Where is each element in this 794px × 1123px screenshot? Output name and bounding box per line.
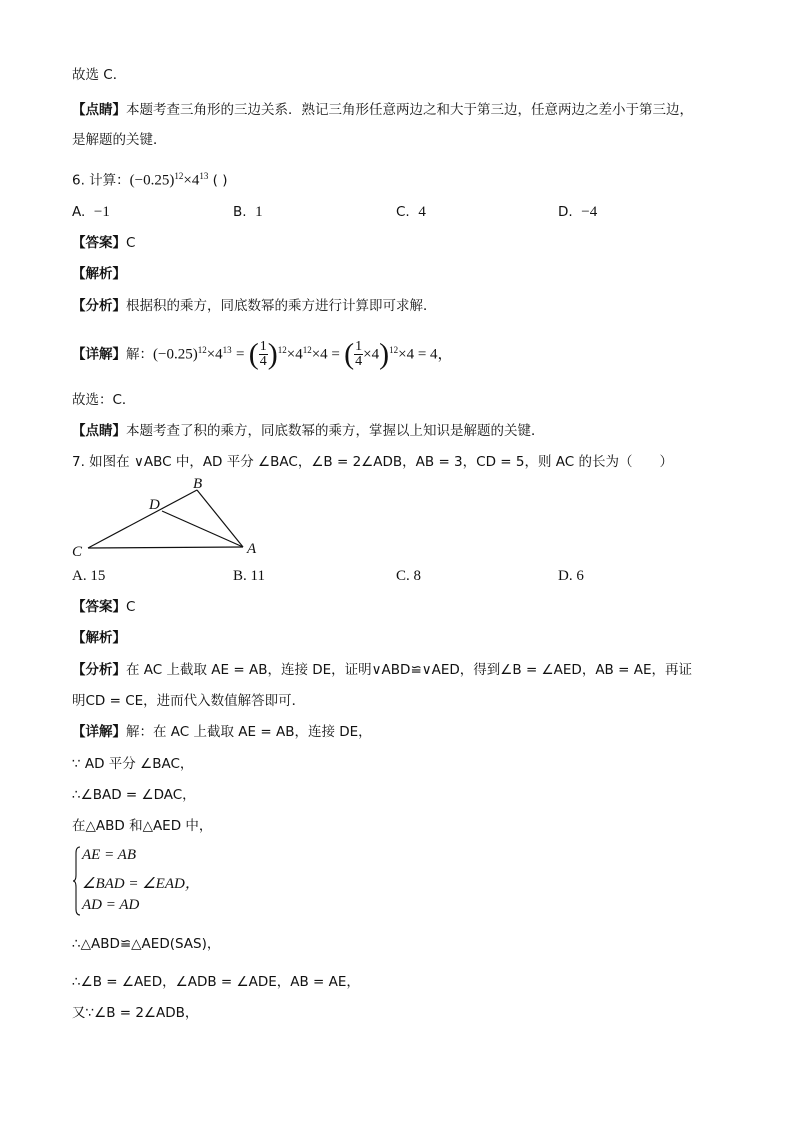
segment-ca (88, 547, 243, 548)
fraction-denominator: 4 (355, 354, 363, 369)
paren-open: ( (248, 337, 259, 371)
xiangjie-line (72, 330, 453, 375)
option-b: B. 11 (233, 568, 265, 584)
answer-value: C (126, 599, 136, 615)
option-label: A. (72, 204, 86, 220)
xiangjie-tag: 【详解】 (72, 724, 126, 740)
fenxi-line (72, 297, 437, 315)
answer-tag: 【答案】 (72, 599, 126, 615)
question-7-stem: 7. 如图在 ∨ABC 中，AD 平分 ∠BAC，∠B = 2∠ADB，AB = 3，CD = 5，则 AC 的长为（ ） (72, 454, 673, 470)
paren-close: ) (267, 337, 278, 371)
proof-step: ∴∠BAD = ∠DAC， (72, 787, 196, 803)
text-line: 故选 C． (72, 67, 127, 83)
fraction-numerator: 1 (259, 339, 267, 354)
option-value: −1 (93, 204, 110, 220)
dianjing-tag: 【点睛】 (72, 102, 126, 118)
math-expr: (−0.25) (153, 346, 198, 363)
math-expr: ×4 (206, 346, 223, 363)
math-expr: ×4 (183, 172, 200, 189)
text-line: 是解题的关键． (72, 132, 167, 148)
option-c: C. 8 (396, 568, 422, 584)
dianjing-text: 本题考查三角形的三边关系．熟记三角形任意两边之和大于第三边，任意两边之差小于第三边， (126, 102, 693, 118)
math-expr: (−0.25) (129, 172, 175, 189)
analysis-tag: 【解析】 (72, 266, 126, 282)
math-expr: ×4 = (311, 346, 340, 363)
proof-step: 又∵∠B = 2∠ADB， (72, 1005, 199, 1021)
option-label: B. (233, 204, 247, 220)
exponent: 12 (302, 345, 312, 355)
proof-step: ∵ AD 平分 ∠BAC， (72, 756, 194, 772)
label-a: A (247, 541, 257, 557)
label-d: D (149, 497, 160, 513)
triangle-figure (66, 474, 266, 562)
fenxi-tag: 【分析】 (72, 662, 126, 678)
dianjing-text: 本题考查了积的乘方，同底数幂的乘方，掌握以上知识是解题的关键． (126, 423, 545, 439)
answer-value: C (126, 235, 136, 251)
proof-step: ∴△ABD≌△AED(SAS)， (72, 936, 221, 952)
option-d: D. 6 (558, 568, 584, 584)
math-expr: = (235, 346, 245, 363)
equation-system (72, 845, 232, 917)
fenxi-tag: 【分析】 (72, 298, 126, 314)
fraction-denominator: 4 (259, 354, 267, 369)
exponent: 13 (199, 171, 209, 181)
dianjing-line (72, 422, 545, 440)
option-value: 1 (255, 204, 263, 220)
paren-open: ( (344, 337, 355, 371)
analysis-tag: 【解析】 (72, 630, 126, 646)
exponent: 12 (277, 345, 287, 355)
paren-close: ) (379, 337, 390, 371)
proof-step: 在△ABD 和△AED 中， (72, 818, 213, 834)
exponent: 12 (389, 345, 399, 355)
fraction (354, 340, 363, 369)
system-row: ∠BAD = ∠EAD， (82, 876, 200, 892)
option-a (72, 203, 110, 221)
left-brace (72, 845, 82, 917)
fraction (259, 340, 268, 369)
option-c (396, 203, 426, 221)
option-d (558, 203, 597, 221)
exponent: 13 (222, 345, 232, 355)
xiangjie-line (72, 723, 372, 741)
dianjing-tag: 【点睛】 (72, 423, 126, 439)
xiangjie-text: 解： (126, 346, 153, 363)
xiangjie-text: 解：在 AC 上截取 AE = AB，连接 DE， (126, 724, 372, 740)
fenxi-text: 在 AC 上截取 AE = AB，连接 DE，证明∨ABD≌∨AED，得到∠B = ∠AED，AB = AE，再证 (126, 662, 692, 678)
label-c: C (72, 544, 83, 560)
fenxi-line (72, 661, 692, 679)
exponent: 12 (197, 345, 207, 355)
system-row: AE = AB (82, 847, 137, 863)
text-line: 故选：C． (72, 392, 136, 408)
math-expr: ×4 (286, 346, 303, 363)
option-value: −4 (581, 204, 598, 220)
fraction-numerator: 1 (355, 339, 363, 354)
xiangjie-tag: 【详解】 (72, 346, 126, 363)
math-expr: ×4 = 4， (398, 346, 453, 363)
question-number: 6. 计算： (72, 172, 130, 189)
option-a: A. 15 (72, 568, 106, 584)
fenxi-text: 根据积的乘方，同底数幂的乘方进行计算即可求解． (126, 298, 437, 314)
question-6-stem (72, 167, 227, 190)
segment-ba (197, 490, 243, 547)
proof-step: ∴∠B = ∠AED，∠ADB = ∠ADE，AB = AE， (72, 974, 360, 990)
exponent: 12 (174, 171, 184, 181)
math-expr: ×4 (363, 346, 380, 363)
dianjing-line (72, 101, 693, 119)
segment-da (162, 511, 243, 547)
text-line: 明CD = CE，进而代入数值解答即可． (72, 693, 306, 709)
label-b: B (193, 476, 203, 492)
answer-blank: ( ) (212, 172, 228, 189)
option-b (233, 203, 263, 221)
option-value: 4 (418, 204, 426, 220)
option-label: C. (396, 204, 410, 220)
answer-line (72, 598, 135, 616)
option-label: D. (558, 204, 573, 220)
answer-line (72, 234, 135, 252)
answer-tag: 【答案】 (72, 235, 126, 251)
system-row: AD = AD (82, 897, 140, 913)
